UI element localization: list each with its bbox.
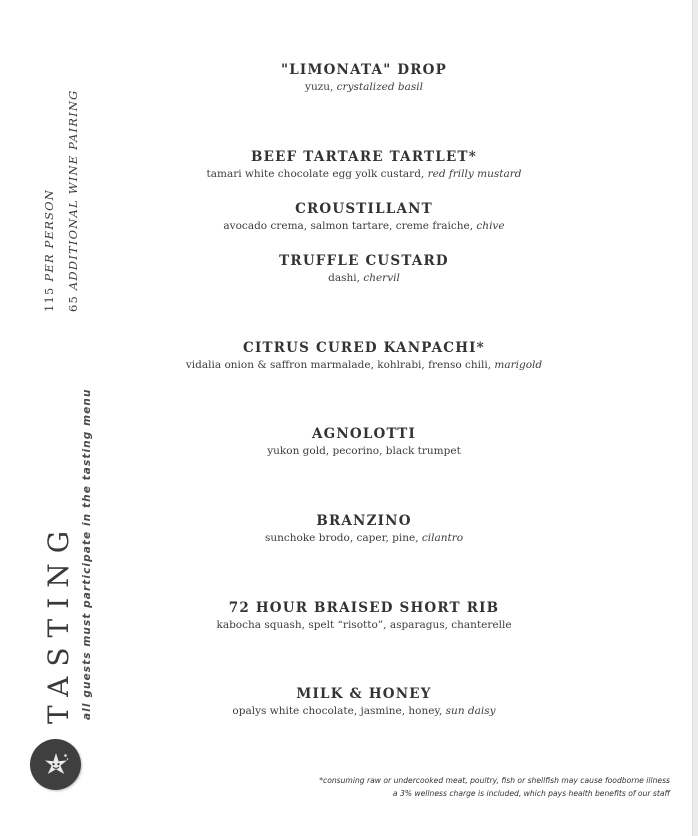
course-description: avocado crema, salmon tartare, creme fraiche, chive bbox=[223, 220, 505, 232]
course-description: dashi, chervil bbox=[328, 272, 400, 284]
course-name: AGNOLOTTI bbox=[311, 426, 417, 442]
course-name: CROUSTILLANT bbox=[295, 201, 433, 217]
course-name: CITRUS CURED KANPACHI* bbox=[243, 340, 485, 356]
course-braised-short-rib bbox=[216, 599, 511, 632]
course-description: kabocha squash, spelt “risotto”, asparagus, chanterelle bbox=[216, 619, 512, 631]
page-edge-scrollbar bbox=[692, 0, 698, 836]
pairing-amount: 65 bbox=[66, 294, 80, 312]
course-name: BEEF TARTARE TARTLET* bbox=[251, 149, 477, 165]
price-unit: PER PERSON bbox=[42, 188, 56, 282]
course-name: TRUFFLE CUSTARD bbox=[279, 253, 449, 269]
course-milk-and-honey bbox=[232, 685, 495, 718]
course-name: "LIMONATA" DROP bbox=[281, 62, 447, 78]
course-name: 72 HOUR BRAISED SHORT RIB bbox=[228, 600, 500, 616]
raw-food-warning: *consuming raw or undercooked meat, poultry, fish or shellfish may cause foodborne illness bbox=[319, 776, 670, 785]
rewards-badge-button[interactable] bbox=[30, 739, 81, 790]
course-beef-tartare-tartlet bbox=[207, 148, 522, 181]
course-agnolotti bbox=[267, 425, 461, 458]
wine-pairing-price bbox=[66, 89, 80, 312]
pairing-unit: ADDITIONAL WINE PAIRING bbox=[66, 89, 80, 291]
wellness-charge-note: a 3% wellness charge is included, which pays health benefits of our staff bbox=[392, 789, 670, 798]
course-description: opalys white chocolate, jasmine, honey, sun daisy bbox=[232, 705, 496, 717]
sparkle-star-icon bbox=[41, 750, 71, 780]
tasting-title: TASTING bbox=[42, 520, 75, 724]
course-description: yukon gold, pecorino, black trumpet bbox=[267, 445, 461, 457]
course-description: tamari white chocolate egg yolk custard, red frilly mustard bbox=[206, 168, 522, 180]
course-description: yuzu, crystalized basil bbox=[305, 81, 423, 93]
course-description: vidalia onion & saffron marmalade, kohlrabi, frenso chili, marigold bbox=[185, 359, 543, 371]
course-description: sunchoke brodo, caper, pine, cilantro bbox=[264, 532, 464, 544]
price-amount: 115 bbox=[42, 286, 56, 312]
course-limonata-drop bbox=[281, 61, 447, 94]
course-name: MILK & HONEY bbox=[296, 686, 432, 702]
menu-disclaimer bbox=[319, 774, 670, 800]
course-citrus-cured-kanpachi bbox=[186, 339, 542, 372]
course-truffle-custard bbox=[279, 252, 449, 285]
participation-note: all guests must participate in the tasting menu bbox=[81, 388, 93, 720]
price-per-person bbox=[42, 189, 56, 312]
course-name: BRANZINO bbox=[316, 513, 412, 529]
course-branzino bbox=[265, 512, 463, 545]
course-croustillant bbox=[223, 200, 504, 233]
